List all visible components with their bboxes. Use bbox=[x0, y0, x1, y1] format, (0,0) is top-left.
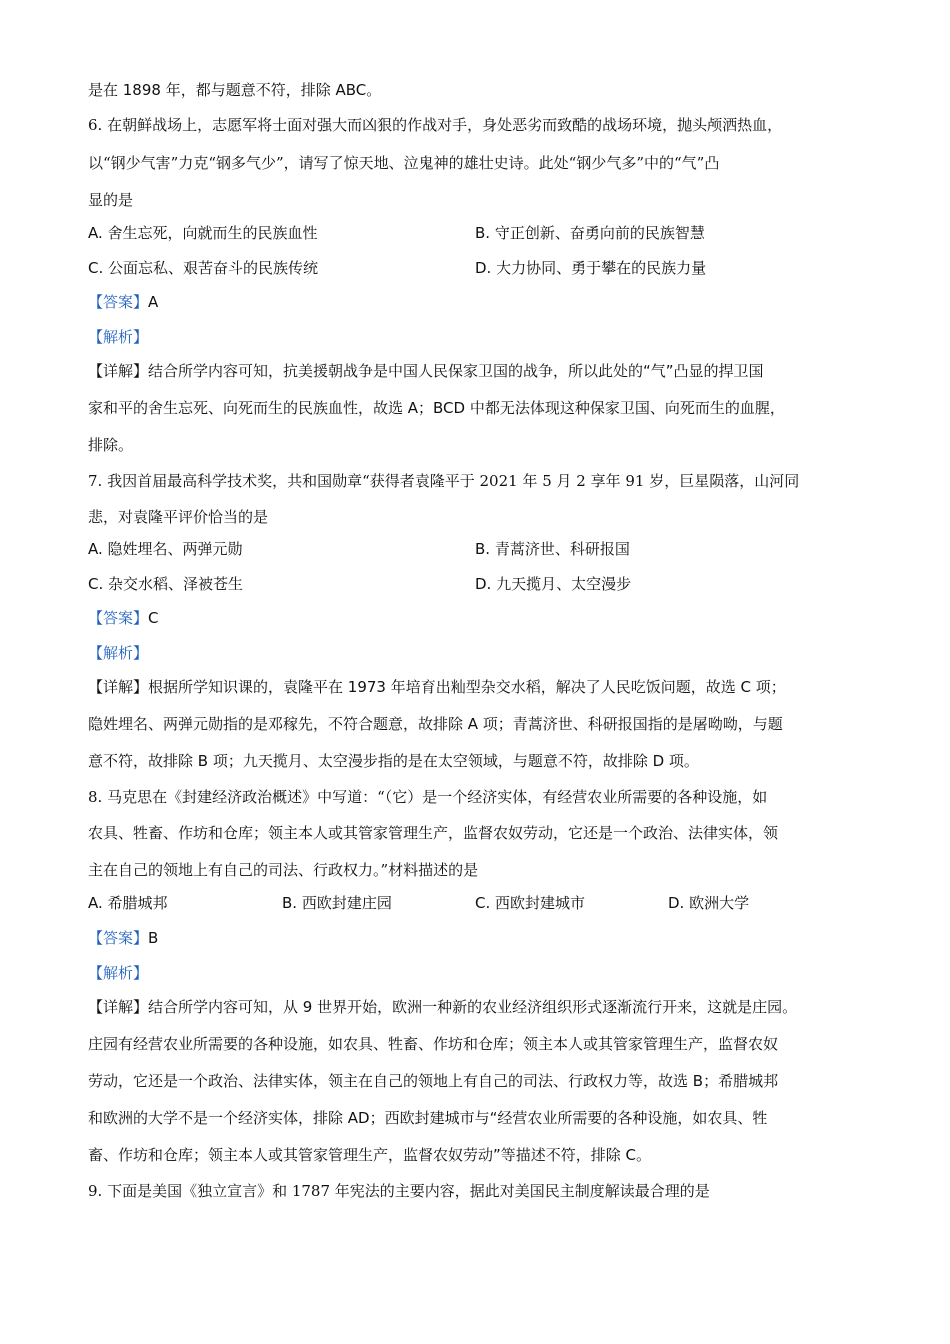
prev-explanation-tail: 是在 1898 年，都与题意不符，排除 ABC。 bbox=[88, 81, 382, 99]
q8-option-d: D. 欧洲大学 bbox=[668, 894, 750, 912]
q8-detail-line-3: 劳动，它还是一个政治、法律实体，领主在自己的领地上有自己的司法、行政权力等，故选 B；希腊城邦 bbox=[88, 1072, 779, 1090]
q6-answer-value: A bbox=[148, 293, 159, 311]
q7-option-c: C. 杂交水稻、泽被苍生 bbox=[88, 575, 244, 593]
q8-answer bbox=[88, 927, 158, 949]
detail-label: 【详解】 bbox=[88, 362, 149, 380]
q8-option-c: C. 西欧封建城市 bbox=[475, 894, 586, 912]
q9-stem-line-1: 9. 下面是美国《独立宣言》和 1787 年宪法的主要内容，据此对美国民主制度解读最合理的是 bbox=[88, 1182, 710, 1200]
analysis-label: 【解析】 bbox=[88, 644, 149, 662]
q6-detail-line-2: 家和平的舍生忘死、向死而生的民族血性，故选 A；BCD 中都无法体现这种保家卫国、向死而生的血腥， bbox=[88, 399, 785, 417]
q6-stem-line-2: 以“钢少气害”力克“钢多气少”，请写了惊天地、泣鬼神的雄壮史诗。此处“钢少气多”中的“气”凸 bbox=[88, 154, 720, 172]
answer-label: 【答案】 bbox=[88, 929, 149, 947]
q6-option-a: A. 舍生忘死，向就而生的民族血性 bbox=[88, 224, 318, 242]
q7-detail-line-1: 【详解】根据所学知识课的，袁隆平在 1973 年培育出籼型杂交水稻，解决了人民吃饭问题，故选 C 项； bbox=[88, 678, 786, 696]
q8-detail-line-5: 畜、作坊和仓库；领主本人或其管家管理生产，监督农奴劳动”等描述不符，排除 C。 bbox=[88, 1146, 652, 1164]
detail-label: 【详解】 bbox=[88, 998, 149, 1016]
q6-detail-line-1: 【详解】结合所学内容可知，抗美援朝战争是中国人民保家卫国的战争，所以此处的“气”凸显的捍卫国 bbox=[88, 362, 764, 380]
analysis-label: 【解析】 bbox=[88, 328, 149, 346]
q7-answer-value: C bbox=[148, 609, 159, 627]
q7-option-d: D. 九天揽月、太空漫步 bbox=[475, 575, 632, 593]
q7-stem-line-1: 7. 我因首届最高科学技术奖，共和国勋章“获得者袁隆平于 2021 年 5 月 2 享年 91 岁，巨星陨落，山河同 bbox=[88, 472, 800, 490]
q7-answer bbox=[88, 607, 159, 629]
q8-stem-line-3: 主在自己的领地上有自己的司法、行政权力。”材料描述的是 bbox=[88, 861, 479, 879]
q6-answer bbox=[88, 291, 158, 313]
answer-label: 【答案】 bbox=[88, 609, 149, 627]
q6-analysis bbox=[88, 326, 148, 348]
q6-option-d: D. 大力协同、勇于攀在的民族力量 bbox=[475, 259, 707, 277]
q7-option-a: A. 隐姓埋名、两弹元勋 bbox=[88, 540, 243, 558]
q8-detail-line-2: 庄园有经营农业所需要的各种设施，如农具、牲畜、作坊和仓库；领主本人或其管家管理生产，监督农奴 bbox=[88, 1035, 779, 1053]
q6-detail-line-3: 排除。 bbox=[88, 436, 134, 454]
q7-stem-line-2: 悲，对袁隆平评价恰当的是 bbox=[88, 508, 269, 526]
answer-label: 【答案】 bbox=[88, 293, 149, 311]
q8-option-a: A. 希腊城邦 bbox=[88, 894, 168, 912]
q7-analysis bbox=[88, 642, 148, 664]
q7-detail-line-3: 意不符，故排除 B 项；九天揽月、太空漫步指的是在太空领域，与题意不符，故排除 D 项。 bbox=[88, 752, 699, 770]
q8-answer-value: B bbox=[148, 929, 159, 947]
q6-option-b: B. 守正创新、奋勇向前的民族智慧 bbox=[475, 224, 705, 242]
q7-detail-line-2: 隐姓埋名、两弹元勋指的是邓稼先，不符合题意，故排除 A 项；青蒿济世、科研报国指的是屠呦呦，与题 bbox=[88, 715, 783, 733]
q8-detail-line-1: 【详解】结合所学内容可知，从 9 世界开始，欧洲一种新的农业经济组织形式逐渐流行开来，这就是庄园。 bbox=[88, 998, 798, 1016]
q8-detail-line-4: 和欧洲的大学不是一个经济实体，排除 AD；西欧封建城市与“经营农业所需要的各种设施，如农具、牲 bbox=[88, 1109, 768, 1127]
detail-label: 【详解】 bbox=[88, 678, 149, 696]
q7-option-b: B. 青蒿济世、科研报国 bbox=[475, 540, 630, 558]
analysis-label: 【解析】 bbox=[88, 964, 149, 982]
q6-stem-line-1: 6. 在朝鲜战场上，志愿军将士面对强大而凶狠的作战对手，身处恶劣而致酷的战场环境，抛头颅洒热血， bbox=[88, 116, 783, 134]
q8-stem-line-2: 农具、牲畜、作坊和仓库；领主本人或其管家管理生产，监督农奴劳动，它还是一个政治、法律实体，领 bbox=[88, 824, 779, 842]
q6-option-c: C. 公面忘私、艰苦奋斗的民族传统 bbox=[88, 259, 319, 277]
q6-stem-line-3: 显的是 bbox=[88, 191, 134, 209]
q8-option-b: B. 西欧封建庄园 bbox=[282, 894, 392, 912]
q8-stem-line-1: 8. 马克思在《封建经济政治概述》中写道：“（它）是一个经济实体，有经营农业所需要的各种设施，如 bbox=[88, 788, 768, 806]
q8-analysis bbox=[88, 962, 148, 984]
